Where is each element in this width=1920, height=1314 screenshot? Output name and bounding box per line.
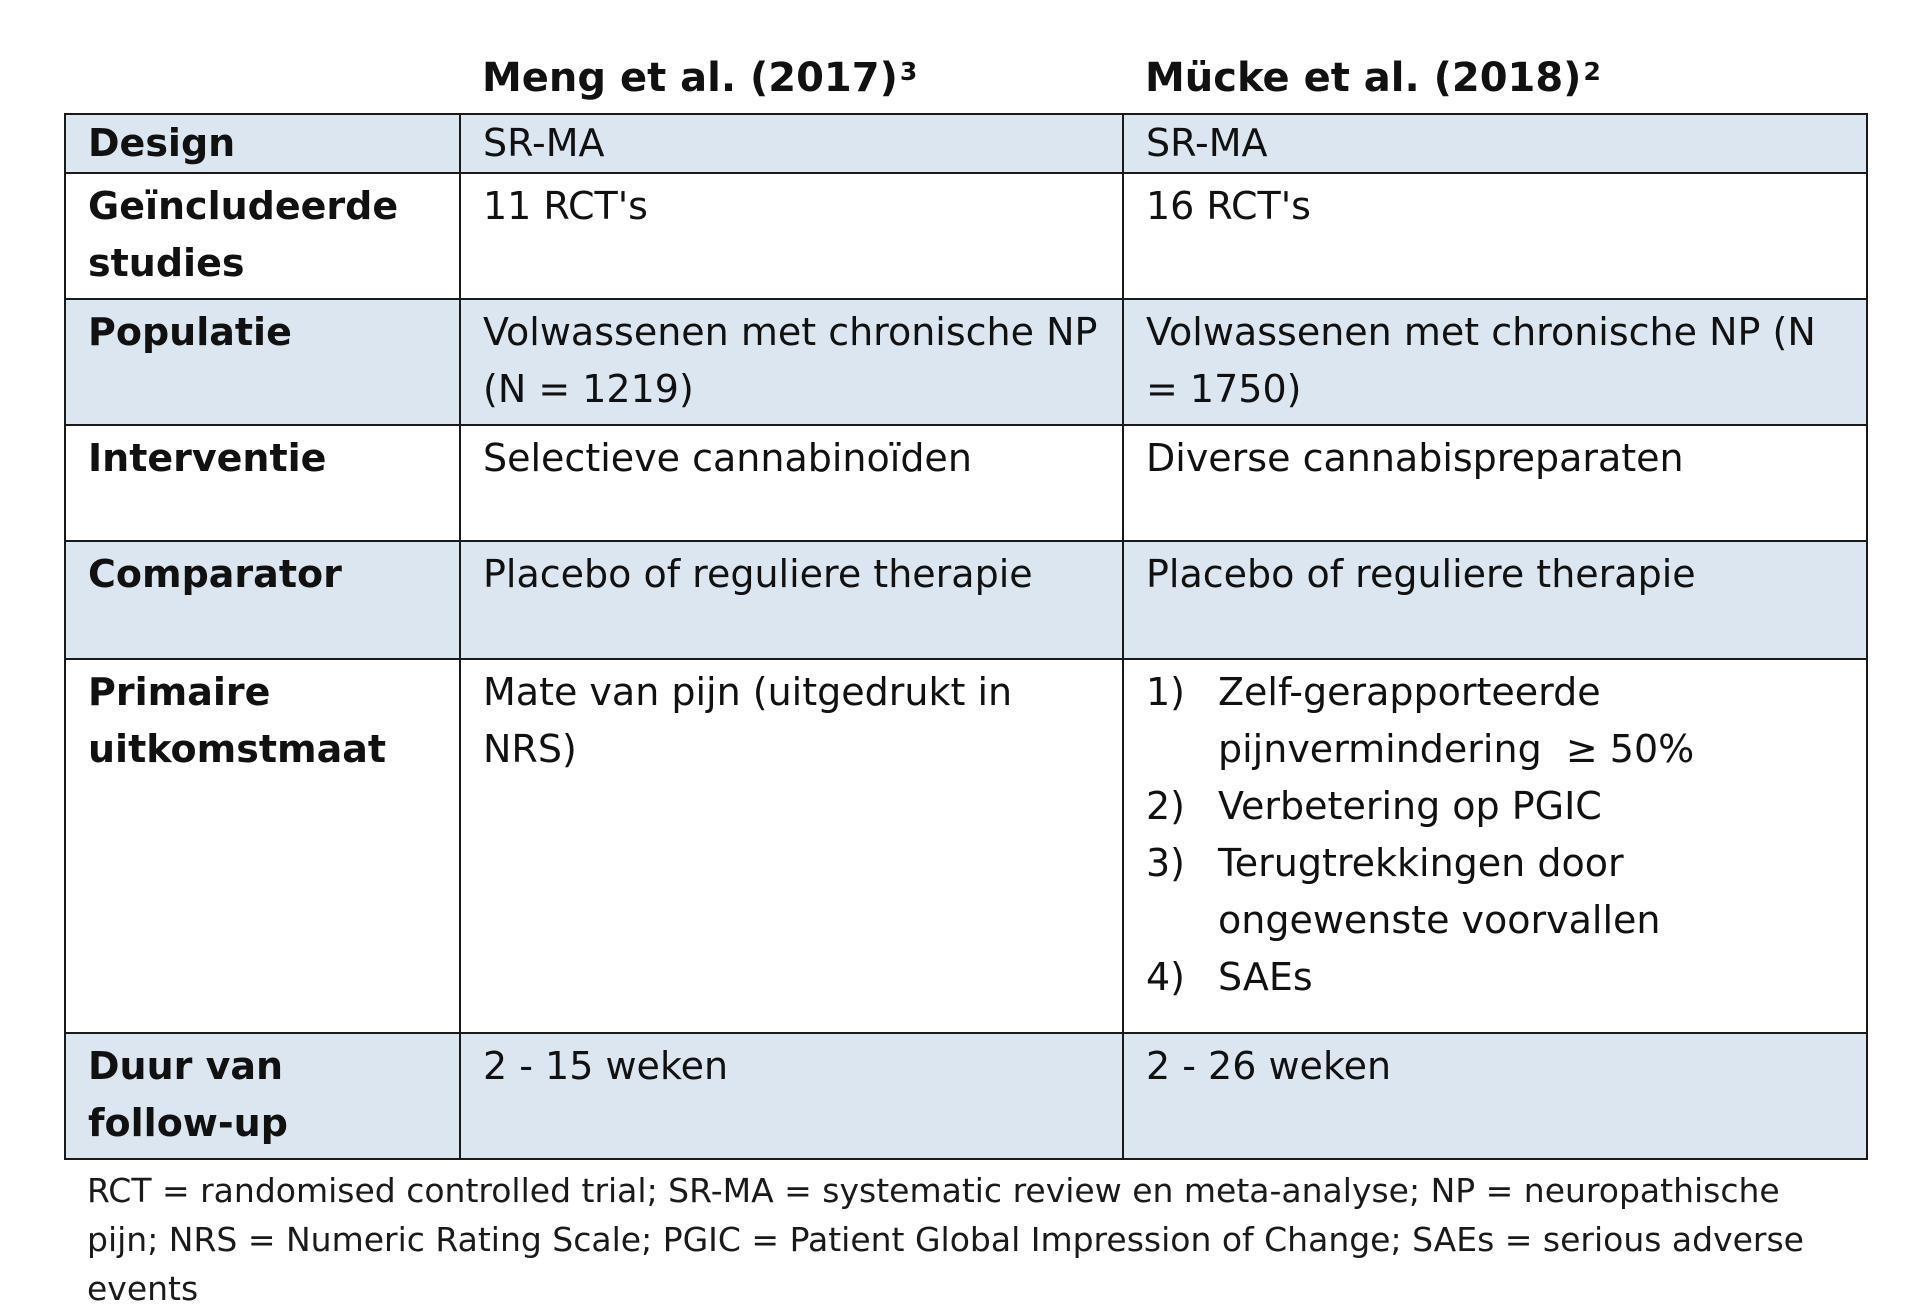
row-population — [65, 299, 1867, 425]
cell-mucke: 16 RCT's — [1123, 173, 1867, 299]
row-label: Comparator — [65, 541, 460, 659]
cell-mucke: 2 - 26 weken — [1123, 1033, 1867, 1159]
list-item — [1146, 778, 1846, 835]
header-meng-ref: 3 — [899, 57, 918, 86]
list-number: 1) — [1146, 670, 1186, 714]
list-number: 3) — [1146, 841, 1186, 885]
list-text: Zelf-gerapporteerde pijnvermindering ≥ 50% — [1218, 670, 1695, 771]
row-label: Design — [65, 114, 460, 173]
column-headers — [0, 52, 1920, 108]
header-meng-name: Meng et al. (2017) — [482, 55, 898, 101]
list-number: 4) — [1146, 955, 1186, 999]
row-label: Duur van follow-up — [65, 1033, 460, 1159]
header-mucke — [1145, 52, 1601, 104]
row-primary-outcome — [65, 659, 1867, 1033]
row-intervention — [65, 425, 1867, 541]
cell-mucke: Diverse cannabispreparaten — [1123, 425, 1867, 541]
row-included-studies — [65, 173, 1867, 299]
header-mucke-name: Mücke et al. (2018) — [1145, 55, 1582, 101]
row-label: Primaire uitkomstmaat — [65, 659, 460, 1033]
row-label: Geïncludeerde studies — [65, 173, 460, 299]
cell-meng: Mate van pijn (uitgedrukt in NRS) — [460, 659, 1123, 1033]
row-label: Interventie — [65, 425, 460, 541]
list-text: Verbetering op PGIC — [1218, 784, 1602, 828]
cell-meng: 2 - 15 weken — [460, 1033, 1123, 1159]
list-number: 2) — [1146, 784, 1186, 828]
comparison-table — [64, 113, 1868, 1160]
cell-mucke — [1123, 659, 1867, 1033]
cell-mucke: Volwassenen met chronische NP (N = 1750) — [1123, 299, 1867, 425]
row-comparator — [65, 541, 1867, 659]
header-mucke-ref: 2 — [1583, 57, 1601, 86]
cell-mucke: Placebo of reguliere therapie — [1123, 541, 1867, 659]
row-label: Populatie — [65, 299, 460, 425]
cell-meng: Placebo of reguliere therapie — [460, 541, 1123, 659]
cell-meng: Selectieve cannabinoïden — [460, 425, 1123, 541]
footnote: RCT = randomised controlled trial; SR-MA = systematic review en meta-analyse; NP = neuropathische pijn; NRS = Numeric Rating Scale; PGIC = Patient Global Impression of Change; SAEs = serious adverse events — [87, 1171, 1804, 1308]
cell-meng: SR-MA — [460, 114, 1123, 173]
row-follow-up — [65, 1033, 1867, 1159]
list-text: SAEs — [1218, 955, 1313, 999]
cell-mucke: SR-MA — [1123, 114, 1867, 173]
list-text: Terugtrekkingen door ongewenste voorvallen — [1218, 841, 1661, 942]
list-item — [1146, 835, 1846, 949]
list-item — [1146, 664, 1846, 778]
cell-meng: Volwassenen met chronische NP (N = 1219) — [460, 299, 1123, 425]
header-meng — [482, 52, 917, 104]
list-item — [1146, 949, 1846, 1006]
row-design — [65, 114, 1867, 173]
cell-meng: 11 RCT's — [460, 173, 1123, 299]
outcome-list — [1146, 664, 1846, 1006]
